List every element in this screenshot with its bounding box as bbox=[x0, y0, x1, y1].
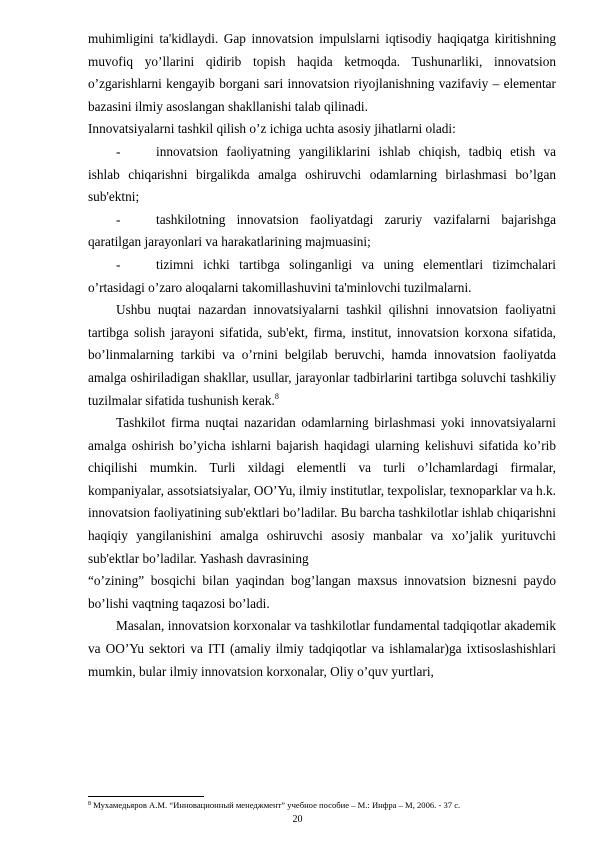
list-item-1 bbox=[88, 141, 556, 209]
page-number: 20 bbox=[292, 814, 303, 825]
footnote-mark: 8 bbox=[88, 801, 91, 807]
paragraph-5: “o’zining” bosqichi bilan yaqindan bog’langan maxsus innovatsion biznesni paydo bo’lishi vaqtning taqazosi bo’ladi. bbox=[88, 573, 556, 611]
footnote bbox=[88, 800, 558, 811]
dash-marker: - bbox=[116, 256, 121, 272]
dash-marker: - bbox=[116, 211, 121, 227]
list-item-text: innovatsion faoliyatning yangiliklarini ishlab chiqish, tadbiq etish va ishlab chiqarishni birgalikda amalga oshiruvchi odamlarning birlashmasi bo’lgan sub'ektni; bbox=[88, 143, 556, 205]
footnote-text: Мухамедьяров А.М. “Инновационный менеджмент” учебное пособие – М.: Инфра – М, 2006. - 37 с. bbox=[93, 800, 461, 810]
list-item-text: tashkilotning innovatsion faoliyatdagi zaruriy vazifalarni bajarishga qaratilgan jarayonlari va harakatlarining majmuasini; bbox=[88, 211, 556, 250]
paragraph-6: Masalan, innovatsion korxonalar va tashkilotlar fundamental tadqiqotlar akademik va OO’Yu sektori va ITI (amaliy ilmiy tadqiqotlar va ishlamalar)ga ixtisoslashishlari mumkin, bular ilmiy innovatsion korxonalar, Oliy o’quv yurtlari, bbox=[88, 618, 556, 679]
paragraph-1: muhimligini ta'kidlaydi. Gap innovatsion impulslarni iqtisodiy haqiqatga kiritishning muvofiq yo’llarini qidirib topish haqida ketmoqda. Tushunarliki, innovatsion o’zgarishlarni kengayib borgani sari innovatsion riyojlanishning vazifaviy – elementar bazasini ilmiy asoslangan shakllanishi talab qilinadi. bbox=[88, 31, 556, 114]
footnote-reference[interactable]: 8 bbox=[274, 391, 279, 401]
paragraph-2: Innovatsiyalarni tashkil qilish o’z ichiga uchta asosiy jihatlarni oladi: bbox=[88, 121, 456, 137]
paragraph-4: Tashkilot firma nuqtai nazaridan odamlarning birlashmasi yoki innovatsiyalarni amalga oshirish bo’yicha ishlarni bajarish haqidagi ularning kelishuvi sifatida ko’rib chiqilishi mumkin. Turli xildagi elementli va turli o’lchamlardagi firmalar, kompaniyalar, assotsiatsiyalar, OO’Yu, ilmiy institutlar, texpolislar, texnoparklar va h.k. innovatsion faoliyatining sub'ektlari bo’ladilar. Bu barcha tashkilotlar ishlab chiqarishni haqiqiy yangilanishini amalga oshiruvchi asosiy manbalar va xo’jalik yurituvchi sub'ektlar bo’ladilar. Yashash davrasining bbox=[88, 415, 556, 566]
footnote-divider bbox=[88, 796, 204, 797]
list-item-text: tizimni ichki tartibga solinganligi va uning elementlari tizimchalari o’rtasidagi o’zaro aloqalarni takomillashuvini ta'minlovchi tuzilmalarni. bbox=[88, 256, 556, 295]
dash-marker: - bbox=[116, 143, 121, 159]
list-item-3 bbox=[88, 254, 556, 299]
body-text bbox=[88, 28, 556, 683]
paragraph-text: Ushbu nuqtai nazardan innovatsiyalarni tashkil qilishni innovatsion faoliyatni tartibga solish jarayoni sifatida, sub'ekt, firma, institut, innovatsion korxona sifatida, bo’linmalarning tarkibi va o’rnini belgilab beruvchi, hamda innovatsion faoliyatda amalga oshiriladigan shakllar, usullar, jarayonlar tadbirlarini tartibga soluvchi tashkiliy tuzilmalar sifatida tushunish kerak. bbox=[88, 302, 556, 408]
list-item-2 bbox=[88, 209, 556, 254]
paragraph-3 bbox=[88, 299, 556, 412]
